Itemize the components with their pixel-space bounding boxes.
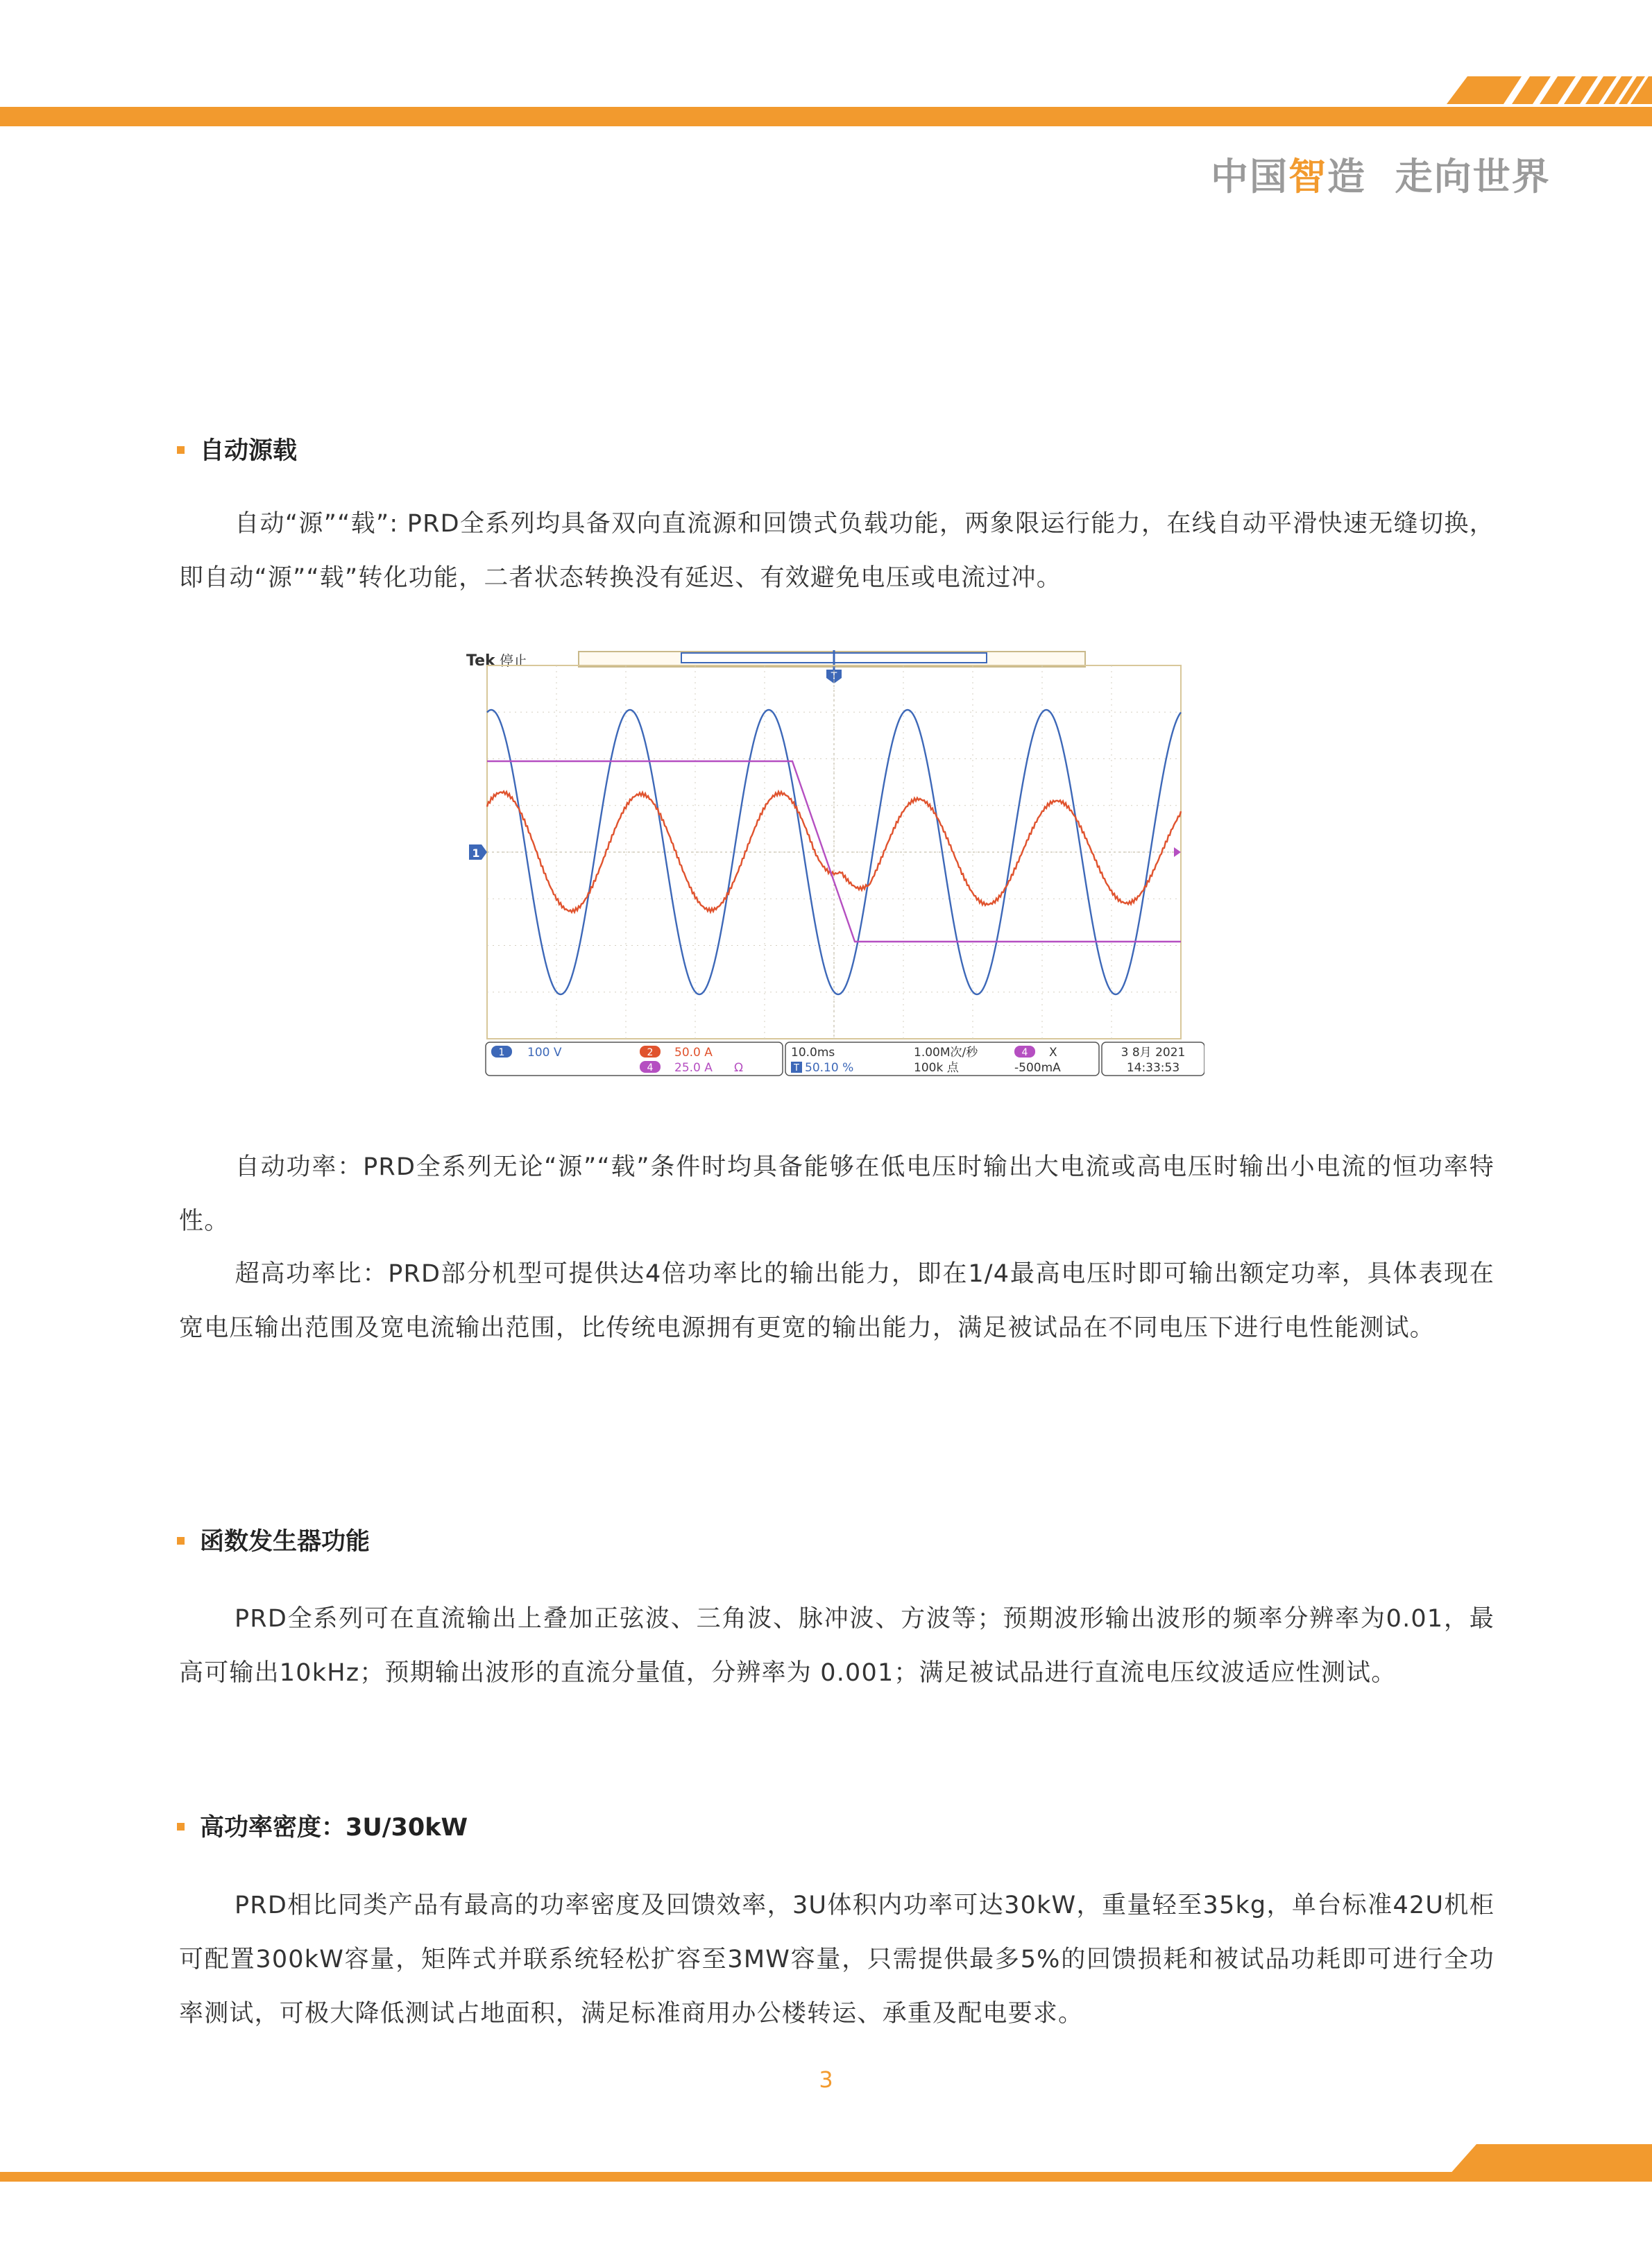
paragraph-high-power-ratio: 超高功率比：PRD部分机型可提供达4倍功率比的输出能力，即在1/4最高电压时即可输出额定功率，具体表现在宽电压输出范围及宽电流输出范围，比传统电源拥有更宽的输出能力，满足被试品在不同电压下进行电性能测试。 — [179, 1260, 1495, 1342]
bullet-square-icon — [177, 446, 185, 454]
scope-state: 停止 — [500, 652, 527, 669]
header-orange-bar — [0, 107, 1652, 126]
ch4-scale: 25.0 A — [674, 1061, 713, 1075]
oscilloscope-screenshot — [466, 650, 1204, 1092]
section-title-auto-source-load: 自动源载 — [177, 432, 297, 466]
paragraph-auto-source-load: 自动“源”“载”: PRD全系列均具备双向直流源和回馈式负载功能，两象限运行能力，在线自动平滑快速无缝切换，即自动“源”“载”转化功能，二者状态转换没有延迟、有效避免电压或电流过冲。 — [179, 510, 1495, 592]
trigger-source-badge: 4 — [1021, 1047, 1028, 1058]
footer-orange-bar — [0, 2172, 1652, 2182]
oscilloscope-display — [466, 650, 1204, 1092]
paragraph-function-generator: PRD全系列可在直流输出上叠加正弦波、三角波、脉冲波、方波等；预期波形输出波形的频率分辨率为0.01，最高可输出10kHz；预期输出波形的直流分量值，分辨率为 0.001；满足被试品进行直流电压纹波适应性测试。 — [179, 1605, 1495, 1687]
ch1-badge: 1 — [498, 1047, 505, 1058]
ch2-badge: 2 — [647, 1047, 654, 1058]
bullet-square-icon — [177, 1823, 185, 1831]
scope-time: 14:33:53 — [1126, 1061, 1180, 1075]
paragraph-auto-power: 自动功率：PRD全系列无论“源”“载”条件时均具备能够在低电压时输出大电流或高电压时输出小电流的恒功率特性。 — [179, 1153, 1495, 1235]
sample-rate: 1.00M次/秒 — [914, 1046, 978, 1060]
ch4-badge: 4 — [647, 1062, 654, 1073]
ch2-scale: 50.0 A — [674, 1046, 713, 1060]
timebase: 10.0ms — [791, 1046, 835, 1060]
ch1-marker-label: 1 — [472, 847, 480, 860]
trigger-pos-label: T — [794, 1063, 799, 1073]
page-number: 3 — [819, 2066, 833, 2093]
header-stripes-decoration — [1447, 76, 1652, 104]
section-title-power-density: 高功率密度：3U/30kW — [177, 1808, 468, 1843]
scope-date: 3 8月 2021 — [1121, 1046, 1186, 1060]
bullet-square-icon — [177, 1537, 185, 1545]
trigger-level: -500mA — [1014, 1061, 1061, 1075]
trigger-marker-label: T — [831, 671, 837, 682]
paragraph-power-density: PRD相比同类产品有最高的功率密度及回馈效率，3U体积内功率可达30kW，重量轻至35kg，单台标准42U机柜可配置300kW容量，矩阵式并联系统轻松扩容至3MW容量，只需提供最多5%的回馈损耗和被试品功耗即可进行全功率测试，可极大降低测试占地面积，满足标准商用办公楼转运、承重及配电要求。 — [179, 1892, 1495, 2028]
ch4-unit: Ω — [734, 1061, 743, 1075]
scope-brand: Tek — [466, 652, 495, 670]
section-title-function-generator: 函数发生器功能 — [177, 1522, 370, 1557]
trigger-source: X — [1049, 1046, 1057, 1060]
header-slogan: 中国智造 走向世界 — [1211, 155, 1551, 198]
record-length: 100k 点 — [914, 1061, 959, 1075]
ch1-scale: 100 V — [527, 1046, 562, 1060]
trigger-position: 50.10 % — [805, 1061, 854, 1075]
